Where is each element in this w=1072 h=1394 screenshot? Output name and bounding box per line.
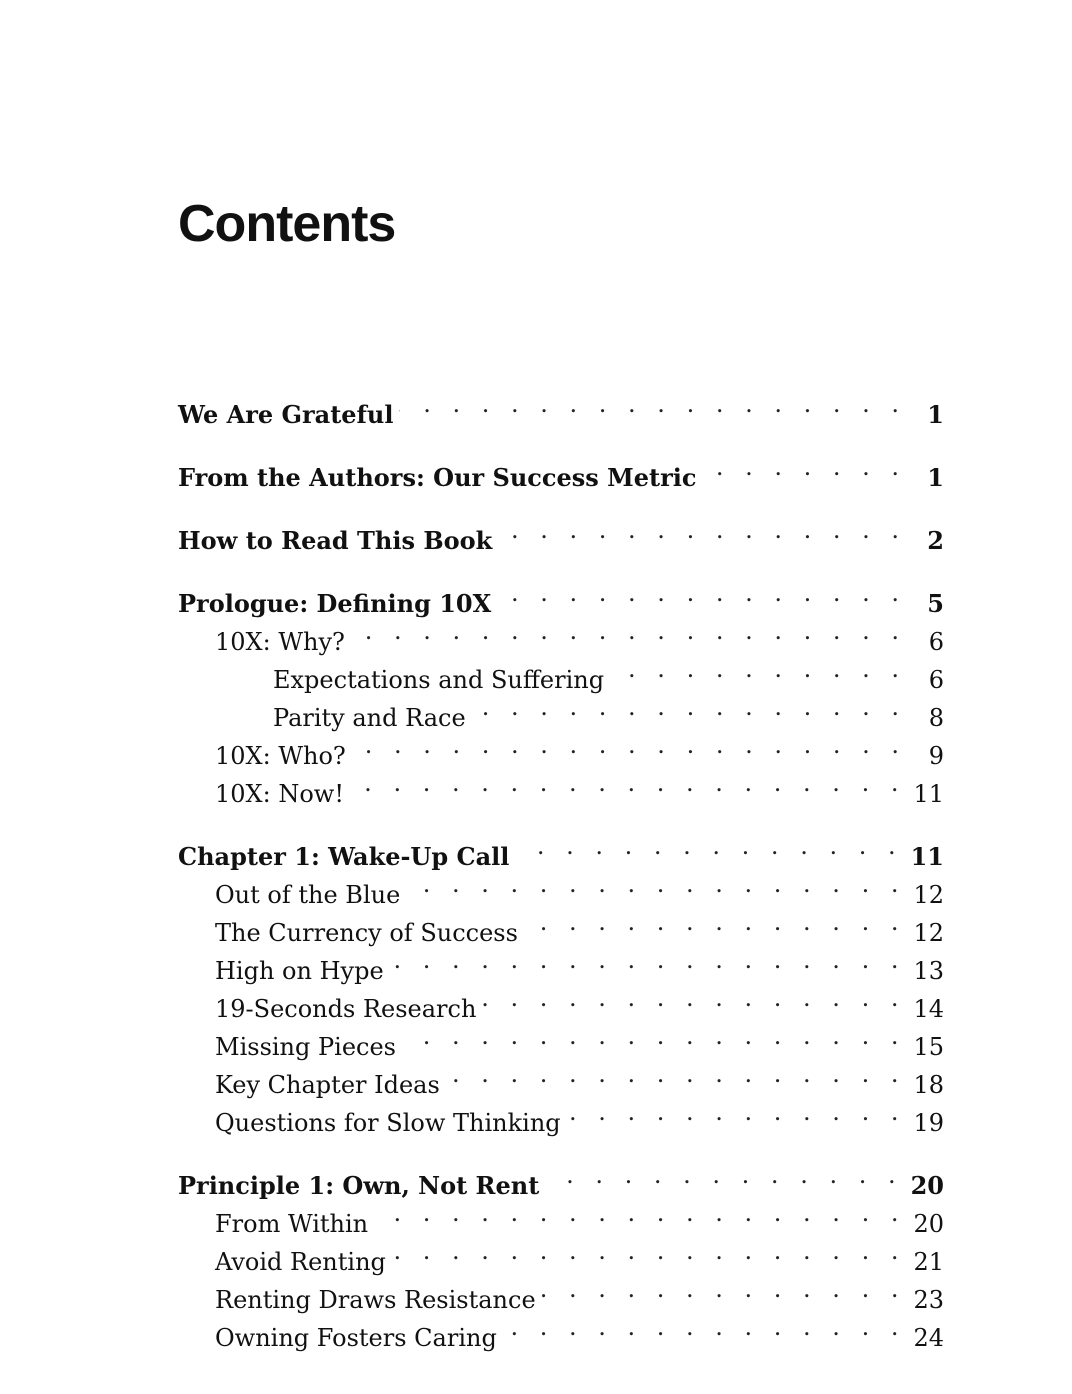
toc-page-number: 21 — [913, 1248, 944, 1276]
toc-dot-leader — [402, 1017, 905, 1055]
toc-entry-title: Out of the Blue — [215, 881, 401, 909]
toc-entry-title: Principle 1: Own, Not Rent — [178, 1171, 540, 1200]
toc-chapter-entry[interactable] — [178, 511, 944, 555]
toc-page-number: 14 — [913, 995, 944, 1023]
toc-page-number: 12 — [913, 881, 944, 909]
toc-page-number: 6 — [928, 628, 944, 656]
toc-page-number: 15 — [913, 1033, 944, 1061]
toc-dot-leader — [545, 1156, 902, 1194]
toc-entry-title: 10X: Why? — [215, 628, 345, 656]
toc-group — [178, 385, 944, 429]
toc-chapter-entry[interactable] — [178, 385, 944, 429]
toc-page-number: 12 — [913, 919, 944, 947]
toc-entry-title: From Within — [215, 1210, 369, 1238]
toc-chapter-entry[interactable] — [178, 1156, 944, 1200]
toc-entry-title: Parity and Race — [273, 704, 466, 732]
toc-dot-leader — [406, 865, 905, 903]
toc-page-number: 1 — [927, 463, 944, 492]
toc-entry-title: 19-Seconds Research — [215, 995, 477, 1023]
table-of-contents — [178, 385, 944, 1371]
toc-page-number: 20 — [910, 1171, 944, 1200]
toc-entry-title: We Are Grateful — [178, 400, 394, 429]
toc-entry-title: Expectations and Suffering — [273, 666, 605, 694]
toc-page-number: 24 — [913, 1324, 944, 1352]
toc-dot-leader — [350, 764, 905, 802]
toc-chapter-entry[interactable] — [178, 827, 944, 871]
toc-page-number: 23 — [913, 1286, 944, 1314]
toc-dot-leader — [524, 903, 906, 941]
toc-entry-title: Prologue: Defining 10X — [178, 589, 492, 618]
toc-page-number: 18 — [913, 1071, 944, 1099]
toc-entry-title: How to Read This Book — [178, 526, 493, 555]
toc-dot-leader — [515, 827, 902, 865]
toc-page-number: 11 — [913, 780, 944, 808]
toc-dot-leader — [498, 511, 906, 549]
toc-page-number: 1 — [927, 400, 944, 429]
toc-page-number: 8 — [928, 704, 944, 732]
toc-dot-leader — [351, 612, 906, 650]
toc-entry-title: Questions for Slow Thinking — [215, 1109, 561, 1137]
toc-entry-title: 10X: Who? — [215, 742, 346, 770]
toc-chapter-entry[interactable] — [178, 574, 944, 618]
toc-page-number: 6 — [928, 666, 944, 694]
toc-group — [178, 827, 944, 1137]
toc-dot-leader — [374, 1194, 905, 1232]
toc-entry-title: Missing Pieces — [215, 1033, 396, 1061]
toc-page-number: 20 — [913, 1210, 944, 1238]
page-title: Contents — [178, 195, 396, 253]
toc-dot-leader — [482, 979, 905, 1017]
toc-page-number: 19 — [913, 1109, 944, 1137]
toc-dot-leader — [446, 1055, 906, 1093]
toc-entry-title: From the Authors: Our Success Metric — [178, 463, 697, 492]
toc-dot-leader — [542, 1270, 906, 1308]
toc-dot-leader — [567, 1093, 906, 1131]
toc-dot-leader — [610, 650, 906, 688]
toc-entry-title: Chapter 1: Wake-Up Call — [178, 842, 510, 871]
toc-group — [178, 448, 944, 492]
toc-dot-leader — [503, 1308, 906, 1346]
toc-entry-title: 10X: Now! — [215, 780, 344, 808]
toc-page-number: 13 — [913, 957, 944, 985]
toc-dot-leader — [399, 385, 906, 423]
toc-entry-title: The Currency of Success — [215, 919, 518, 947]
toc-page-number: 11 — [910, 842, 944, 871]
toc-dot-leader — [472, 688, 906, 726]
toc-entry-title: Key Chapter Ideas — [215, 1071, 440, 1099]
toc-page-number: 9 — [928, 742, 944, 770]
toc-dot-leader — [392, 1232, 906, 1270]
book-page — [178, 0, 944, 1394]
toc-page-number: 2 — [927, 526, 944, 555]
toc-page-number: 5 — [927, 589, 944, 618]
toc-entry-title: Renting Draws Resistance — [215, 1286, 536, 1314]
toc-entry-title: Owning Fosters Caring — [215, 1324, 497, 1352]
toc-dot-leader — [390, 941, 906, 979]
toc-dot-leader — [702, 448, 906, 486]
toc-group — [178, 1156, 944, 1352]
toc-group — [178, 574, 944, 808]
toc-entry-title: High on Hype — [215, 957, 384, 985]
toc-dot-leader — [352, 726, 906, 764]
toc-dot-leader — [497, 574, 906, 612]
toc-group — [178, 511, 944, 555]
toc-entry-title: Avoid Renting — [215, 1248, 386, 1276]
toc-chapter-entry[interactable] — [178, 448, 944, 492]
